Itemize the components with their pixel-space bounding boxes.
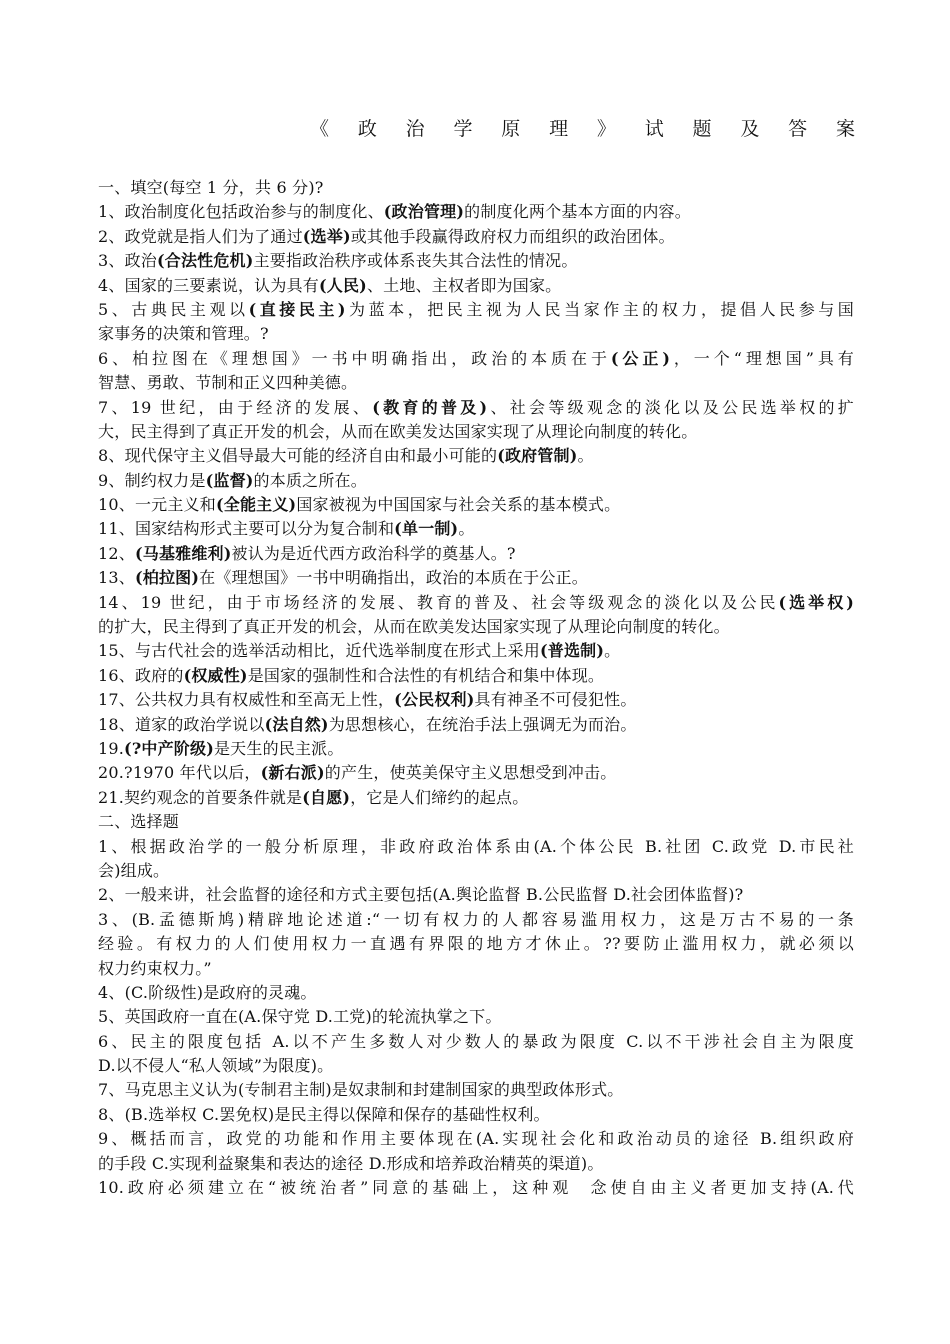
question-line: 6、柏拉图在《理想国》一书中明确指出，政治的本质在于(公正)，一个“理想国”具有	[98, 348, 854, 368]
choice-line: 的手段 C.实现利益聚集和表达的途径 D.形成和培养政治精英的渠道)。	[98, 1153, 604, 1173]
choice-line: 3、(B.孟德斯鸠)精辟地论述道:“一切有权力的人都容易滥用权力，这是万古不易的一条	[98, 909, 854, 929]
answer: (教育的普及)	[372, 397, 488, 417]
question-line: 13、(柏拉图)在《理想国》一书中明确指出，政治的本质在于公正。	[98, 568, 588, 588]
choice-line: 权力约束权力。”	[98, 958, 212, 978]
choice-line: 5、英国政府一直在(A.保守党 D.工党)的轮流执掌之下。	[98, 1007, 502, 1027]
answer: (法自然)	[264, 714, 329, 734]
answer: (合法性危机)	[156, 251, 254, 271]
choice-line: 经验。有权力的人们使用权力一直遇有界限的地方才休止。??要防止滥用权力，就必须以	[98, 934, 854, 954]
choice-line: 10.政府必须建立在“被统治者”同意的基础上，这种观 念使自由主义者更加支持(A.代	[98, 1178, 854, 1198]
question-line-continued: 家事务的决策和管理。?	[98, 324, 269, 344]
choice-line: 9、概括而言，政党的功能和作用主要体现在(A.实现社会化和政治动员的途径 B.组织政府	[98, 1129, 854, 1149]
question-line: 20.?1970 年代以后，(新右派)的产生，使英美保守主义思想受到冲击。	[98, 763, 617, 783]
answer: (权威性)	[183, 665, 248, 685]
answer: (选举权)	[778, 592, 854, 612]
choice-line: 会)组成。	[98, 860, 170, 880]
choice-line: 1、根据政治学的一般分析原理，非政府政治体系由(A.个体公民 B.社团 C.政党 D.市民社	[98, 836, 854, 856]
choice-line: 4、(C.阶级性)是政府的灵魂。	[98, 982, 317, 1002]
question-line: 16、政府的(权威性)是国家的强制性和合法性的有机结合和集中体现。	[98, 665, 605, 685]
answer: (人民)	[318, 275, 367, 295]
answer: (政府管制)	[497, 446, 578, 466]
question-line: 15、与古代社会的选举活动相比，近代选举制度在形式上采用(普选制)。	[98, 641, 621, 661]
answer: (公正)	[610, 348, 671, 368]
choice-line: 2、一般来讲，社会监督的途径和方式主要包括(A.舆论监督 B.公民监督 D.社会团体监督)?	[98, 885, 744, 905]
choice-line: 7、马克思主义认为(专制君主制)是奴隶制和封建制国家的典型政体形式。	[98, 1080, 624, 1100]
question-line: 12、(马基雅维利)被认为是近代西方政治科学的奠基人。?	[98, 543, 516, 563]
question-line-continued: 的扩大，民主得到了真正开发的机会，从而在欧美发达国家实现了从理论向制度的转化。	[98, 617, 730, 637]
answer: (新右派)	[260, 763, 325, 783]
question-line: 10、一元主义和(全能主义)国家被视为中国国家与社会关系的基本模式。	[98, 495, 621, 515]
question-line: 5、古典民主观以(直接民主)为蓝本，把民主视为人民当家作主的权力，提倡人民参与国	[98, 299, 855, 319]
question-line: 4、国家的三要素说，认为具有(人民)、土地、主权者即为国家。	[98, 275, 562, 295]
answer: (全能主义)	[215, 495, 297, 515]
answer: (马基雅维利)	[134, 543, 232, 563]
question-line: 21.契约观念的首要条件就是(自愿)，它是人们缔约的起点。	[98, 787, 529, 807]
question-line: 7、19 世纪，由于经济的发展、(教育的普及)、社会等级观念的淡化以及公民选举权的扩	[98, 397, 855, 417]
question-line: 3、政治(合法性危机)主要指政治秩序或体系丧失其合法性的情况。	[98, 251, 578, 271]
question-line: 2、政党就是指人们为了通过(选举)或其他手段赢得政府权力而组织的政治团体。	[98, 226, 675, 246]
answer: (单一制)	[394, 519, 459, 539]
question-line-continued: 大，民主得到了真正开发的机会，从而在欧美发达国家实现了从理论向制度的转化。	[98, 421, 698, 441]
document-body	[98, 176, 854, 1200]
choice-line: 8、(B.选举权 C.罢免权)是民主得以保障和保存的基础性权利。	[98, 1104, 550, 1124]
question-line: 11、国家结构形式主要可以分为复合制和(单一制)。	[98, 519, 475, 539]
question-line: 18、道家的政治学说以(法自然)为思想核心，在统治手法上强调无为而治。	[98, 714, 637, 734]
answer: (?中产阶级)	[124, 738, 214, 758]
answer: (柏拉图)	[134, 568, 200, 588]
question-line: 14、19 世纪，由于市场经济的发展、教育的普及、社会等级观念的淡化以及公民(选举权)	[98, 592, 854, 612]
answer: (公民权利)	[394, 690, 475, 710]
question-line: 17、公共权力具有权威性和至高无上性，(公民权利)具有神圣不可侵犯性。	[98, 690, 637, 710]
answer: (选举)	[302, 226, 351, 246]
answer: (自愿)	[302, 787, 351, 807]
answer: (政治管理)	[383, 202, 465, 222]
question-line: 9、制约权力是(监督)的本质之所在。	[98, 470, 367, 490]
question-line: 1、政治制度化包括政治参与的制度化、(政治管理)的制度化两个基本方面的内容。	[98, 202, 691, 222]
choice-line: D.以不侵人“私人领域”为限度)。	[98, 1056, 334, 1076]
section-heading-fill-in: 一、填空(每空 1 分，共 6 分)?	[98, 178, 324, 197]
question-line: 19.(?中产阶级)是天生的民主派。	[98, 738, 344, 758]
answer: (直接民主)	[248, 299, 346, 319]
answer: (普选制)	[539, 641, 605, 661]
question-line-continued: 智慧、勇敢、节制和正义四种美德。	[98, 373, 358, 393]
section-heading-choice: 二、选择题	[98, 812, 180, 832]
question-line: 8、现代保守主义倡导最大可能的经济自由和最小可能的(政府管制)。	[98, 446, 594, 466]
choice-line: 6、民主的限度包括 A.以不产生多数人对少数人的暴政为限度 C.以不干涉社会自主为限度	[98, 1031, 854, 1051]
document-title: 《政治学原理》试题及答案	[310, 118, 855, 140]
answer: (监督)	[205, 470, 254, 490]
